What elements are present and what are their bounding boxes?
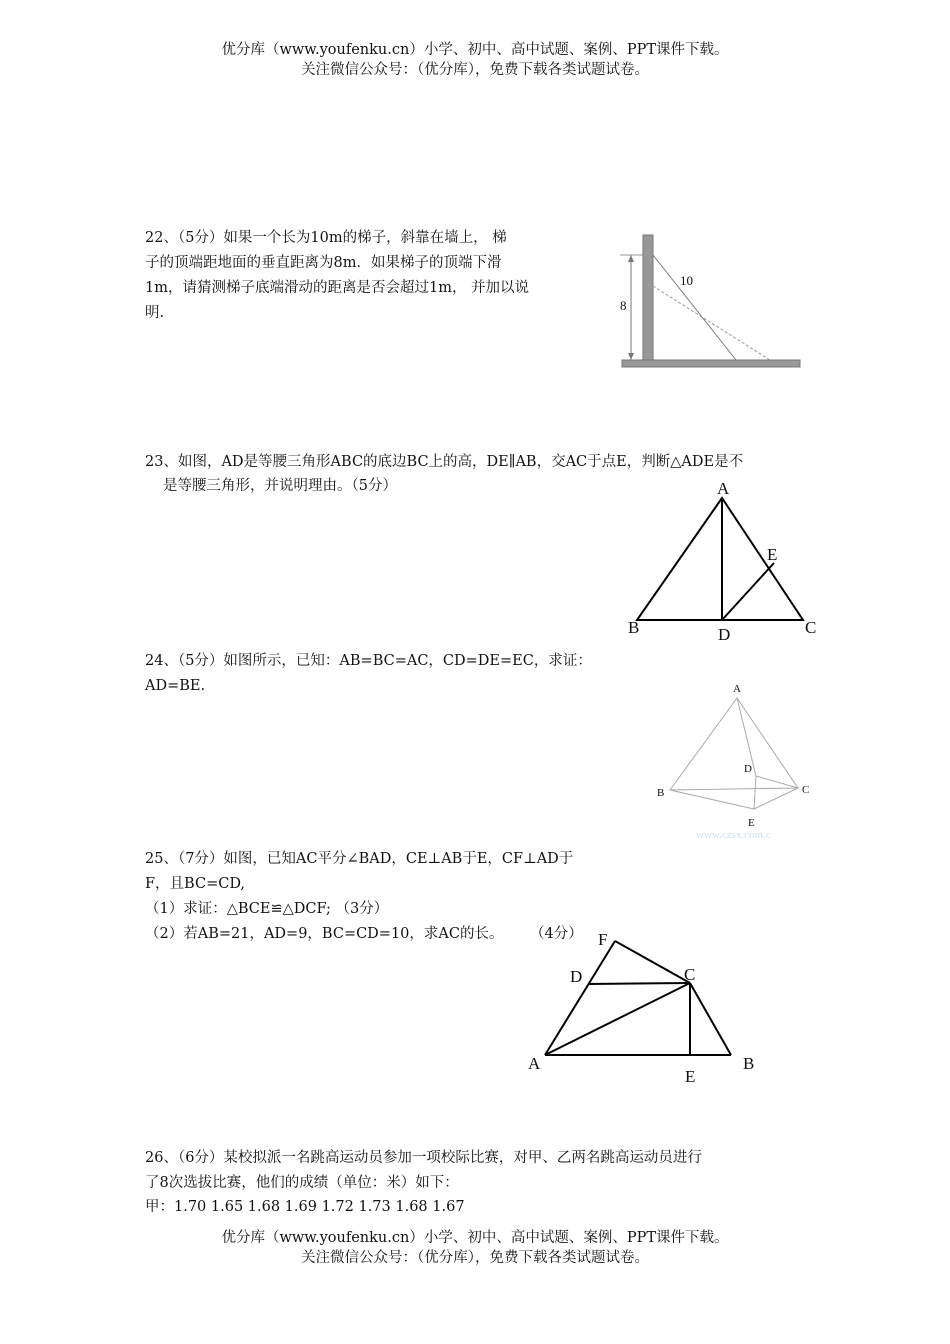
segment-cb (690, 983, 731, 1055)
header-line-1: 优分库（www.youfenku.cn）小学、初中、高中试题、案例、PPT课件下载。 (221, 42, 729, 58)
triangle-abc (637, 498, 803, 620)
q25-line-1: 25、（7分）如图，已知AC平分∠BAD，CE⊥AB于E，CF⊥AD于 (145, 851, 574, 867)
q22-line-1: 22、（5分）如果一个长为10m的梯子，斜靠在墙上， 梯 (145, 230, 507, 246)
segment-de (722, 563, 774, 620)
label-d: D (718, 625, 731, 644)
label-d: D (744, 763, 752, 775)
q22-line-2: 子的顶端距地面的垂直距离为8m．如果梯子的顶端下滑 (145, 255, 502, 271)
q23-line-1: 23、如图，AD是等腰三角形ABC的底边BC上的高，DE∥AB，交AC于点E，判断△ADE是不 (145, 454, 744, 470)
segment-be (670, 790, 754, 809)
label-b: B (628, 618, 640, 637)
q25-line-2: F，且BC=CD, (145, 876, 246, 892)
label-b: B (743, 1054, 755, 1073)
q26-line-2: 了8次选拔比赛，他们的成绩（单位：米）如下： (145, 1175, 459, 1191)
q26-line-3: 甲：1.70 1.65 1.68 1.69 1.72 1.73 1.68 1.67 (145, 1199, 465, 1215)
ladder-original (653, 255, 736, 360)
footer-line-1: 优分库（www.youfenku.cn）小学、初中、高中试题、案例、PPT课件下载。 (221, 1230, 729, 1246)
label-d: D (570, 967, 583, 986)
label-e: E (748, 817, 755, 829)
q22-line-4: 明. (145, 305, 165, 321)
q24-line-1: 24、（5分）如图所示，已知：AB=BC=AC，CD=DE=EC，求证： (145, 653, 592, 669)
label-c: C (802, 784, 810, 796)
q26-line-1: 26、（6分）某校拟派一名跳高运动员参加一项校际比赛，对甲、乙两名跳高运动员进行 (145, 1150, 702, 1166)
ladder-figure (610, 230, 810, 375)
label-e: E (767, 545, 778, 564)
label-a: A (733, 683, 741, 695)
watermark: www.czsx.com.c (696, 829, 771, 841)
triangle-cde (754, 776, 798, 809)
triangle-abc (670, 698, 798, 790)
arrow-bottom (628, 353, 634, 360)
segment-dc (588, 983, 690, 984)
wall (643, 235, 653, 361)
label-height: 8 (620, 298, 627, 313)
label-c: C (805, 618, 817, 637)
q25-line-4: （2）若AB=21，AD=9，BC=CD=10，求AC的长。 (145, 926, 504, 942)
header-line-2: 关注微信公众号：（优分库），免费下载各类试题试卷。 (301, 62, 649, 78)
label-a: A (528, 1054, 541, 1073)
angle-bisector-figure (520, 925, 770, 1090)
segment-fc (615, 941, 690, 983)
isosceles-triangle-figure (620, 478, 830, 648)
q23-line-2: 是等腰三角形，并说明理由。（5分） (163, 478, 397, 494)
label-b: B (657, 787, 665, 799)
q22-line-3: 1m，请猜测梯子底端滑动的距离是否会超过1m， 并加以说 (145, 280, 530, 296)
label-e: E (685, 1067, 696, 1086)
label-f: F (598, 930, 608, 949)
arrow-top (628, 255, 634, 262)
q25-line-5: （4分） (530, 926, 583, 942)
label-ladder-length: 10 (680, 273, 693, 288)
q24-line-2: AD=BE. (145, 678, 206, 694)
label-a: A (717, 479, 730, 498)
ladder-slid (653, 286, 770, 360)
equilateral-triangles-figure (650, 680, 820, 840)
ground (622, 360, 800, 367)
label-c: C (684, 965, 696, 984)
q25-line-3: （1）求证：△BCE≌△DCF; （3分） (145, 901, 389, 917)
footer-line-2: 关注微信公众号：（优分库），免费下载各类试题试卷。 (301, 1250, 649, 1266)
